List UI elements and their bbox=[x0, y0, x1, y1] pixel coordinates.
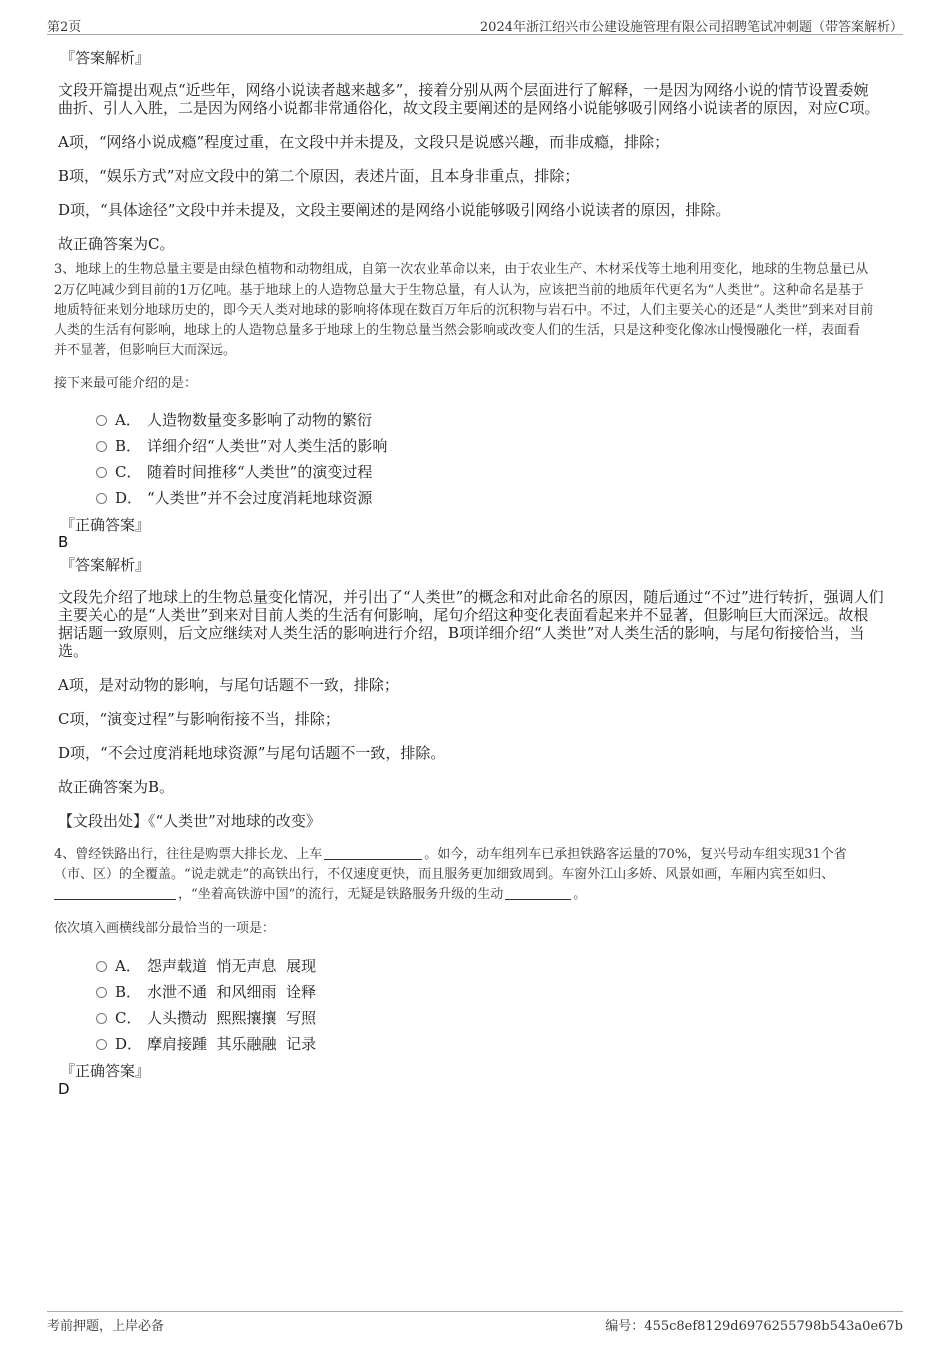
document-title: 2024年浙江绍兴市公建设施管理有限公司招聘笔试冲刺题（带答案解析） bbox=[479, 20, 903, 35]
document-code: 编号：455c8ef8129d6976255798b543a0e67b bbox=[605, 1319, 903, 1334]
q3-correct-answer: B bbox=[58, 533, 69, 551]
q3-prompt: 接下来最可能介绍的是： bbox=[54, 376, 198, 391]
q3-analysis-line: 文段先介绍了地球上的生物总量变化情况，并引出了“人类世”的概念和对此命名的原因，随后通过“不过”进行转折，强调人们 bbox=[58, 588, 884, 606]
q2-analysis-line: 文段开篇提出观点“近些年，网络小说读者越来越多”，接着分别从两个层面进行了解释，一是因为网络小说的情节设置委婉 bbox=[58, 81, 869, 99]
answer-analysis-tag: 『答案解析』 bbox=[60, 49, 151, 67]
answer-analysis-tag: 『答案解析』 bbox=[60, 556, 151, 574]
radio-icon[interactable] bbox=[96, 415, 107, 426]
radio-icon[interactable] bbox=[96, 961, 107, 972]
q3-conclusion: 故正确答案为B。 bbox=[58, 778, 175, 796]
footer-slogan: 考前押题，上岸必备 bbox=[47, 1319, 165, 1334]
radio-icon[interactable] bbox=[96, 493, 107, 504]
q3-option-d[interactable]: D． “人类世”并不会过度消耗地球资源 bbox=[96, 487, 372, 508]
q4-option-d[interactable]: D． 摩肩接踵 其乐融融 记录 bbox=[96, 1033, 316, 1054]
q4-option-a[interactable]: A． 怨声载道 悄无声息 展现 bbox=[96, 955, 316, 976]
q4-prompt: 依次填入画横线部分最恰当的一项是： bbox=[54, 921, 276, 936]
q4-option-b[interactable]: B． 水泄不通 和风细雨 诠释 bbox=[96, 981, 316, 1002]
correct-answer-tag: 『正确答案』 bbox=[60, 516, 151, 534]
radio-icon[interactable] bbox=[96, 987, 107, 998]
radio-icon[interactable] bbox=[96, 1039, 107, 1050]
q3-option-b[interactable]: B． 详细介绍“人类世”对人类生活的影响 bbox=[96, 435, 387, 456]
q4-stem-line: （市、区）的全覆盖。“说走就走”的高铁出行，不仅速度更快，而且服务更加细致周到。车窗外江山多娇、风景如画，车厢内宾至如归、 bbox=[54, 867, 835, 882]
radio-icon[interactable] bbox=[96, 441, 107, 452]
q3-option-d-explanation: D项，“不会过度消耗地球资源”与尾句话题不一致，排除。 bbox=[58, 744, 446, 762]
q2-analysis-line: 曲折、引人入胜，二是因为网络小说都非常通俗化，故文段主要阐述的是网络小说能够吸引网络小说读者的原因，对应C项。 bbox=[58, 99, 880, 117]
q3-stem-line: 3、地球上的生物总量主要是由绿色植物和动物组成，自第一次农业革命以来，由于农业生产、木材采伐等土地利用变化，地球的生物总量已从 bbox=[54, 262, 869, 277]
fill-blank-3 bbox=[505, 887, 571, 900]
page-footer bbox=[47, 1311, 903, 1338]
fill-blank-1 bbox=[324, 847, 422, 860]
radio-icon[interactable] bbox=[96, 467, 107, 478]
page-header bbox=[47, 14, 903, 35]
q4-correct-answer: D bbox=[58, 1080, 70, 1098]
q3-analysis-line: 据话题一致原则，后文应继续对人类生活的影响进行介绍，B项详细介绍“人类世”对人类生活的影响，与尾句衔接恰当，当 bbox=[58, 624, 865, 642]
q3-stem-line: 2万亿吨减少到目前的1万亿吨。基于地球上的人造物总量大于生物总量，有人认为，应该把当前的地质年代更名为“人类世”。这种命名是基于 bbox=[54, 283, 864, 298]
q3-stem-line: 并不显著，但影响巨大而深远。 bbox=[54, 343, 237, 358]
q2-conclusion: 故正确答案为C。 bbox=[58, 235, 175, 253]
q3-source: 【文段出处】《“人类世”对地球的改变》 bbox=[58, 812, 321, 830]
q3-analysis-line: 主要关心的是“人类世”到来对目前人类的生活有何影响，尾句介绍这种变化表面看起来并不显著，但影响巨大而深远。故根 bbox=[58, 606, 869, 624]
q3-option-a[interactable]: A． 人造物数量变多影响了动物的繁衍 bbox=[96, 409, 372, 430]
q2-option-a-explanation: A项，“网络小说成瘾”程度过重，在文段中并未提及，文段只是说感兴趣，而非成瘾，排除； bbox=[58, 133, 670, 151]
q4-stem-line: ，“坐着高铁游中国”的流行，无疑是铁路服务升级的生动 。 bbox=[54, 885, 899, 904]
q3-stem-line: 人类的生活有何影响，地球上的人造物总量多于地球上的生物总量当然会影响或改变人们的生活，只是这种变化像冰山慢慢融化一样，表面看 bbox=[54, 323, 861, 338]
q4-option-c[interactable]: C． 人头攒动 熙熙攘攘 写照 bbox=[96, 1007, 316, 1028]
q2-option-d-explanation: D项，“具体途径”文段中并未提及，文段主要阐述的是网络小说能够吸引网络小说读者的原因，排除。 bbox=[58, 201, 731, 219]
radio-icon[interactable] bbox=[96, 1013, 107, 1024]
q3-stem-line: 地质特征来划分地球历史的，即今天人类对地球的影响将体现在数百万年后的沉积物与岩石中。不过，人们主要关心的还是“人类世”到来对目前 bbox=[54, 303, 874, 318]
q3-option-a-explanation: A项，是对动物的影响，与尾句话题不一致，排除； bbox=[58, 676, 399, 694]
fill-blank-2 bbox=[54, 887, 176, 900]
q3-analysis-line: 选。 bbox=[58, 642, 89, 660]
q4-stem-line: 4、曾经铁路出行，往往是购票大排长龙、上车 。如今，动车组列车已承担铁路客运量的70%，复兴号动车组实现31个省 bbox=[54, 847, 847, 862]
q2-option-b-explanation: B项，“娱乐方式”对应文段中的第二个原因，表述片面，且本身非重点，排除； bbox=[58, 167, 580, 185]
q3-option-c[interactable]: C． 随着时间推移“人类世”的演变过程 bbox=[96, 461, 372, 482]
page-number: 第2页 bbox=[47, 20, 82, 35]
q3-option-c-explanation: C项，“演变过程”与影响衔接不当，排除； bbox=[58, 710, 340, 728]
correct-answer-tag: 『正确答案』 bbox=[60, 1062, 151, 1080]
